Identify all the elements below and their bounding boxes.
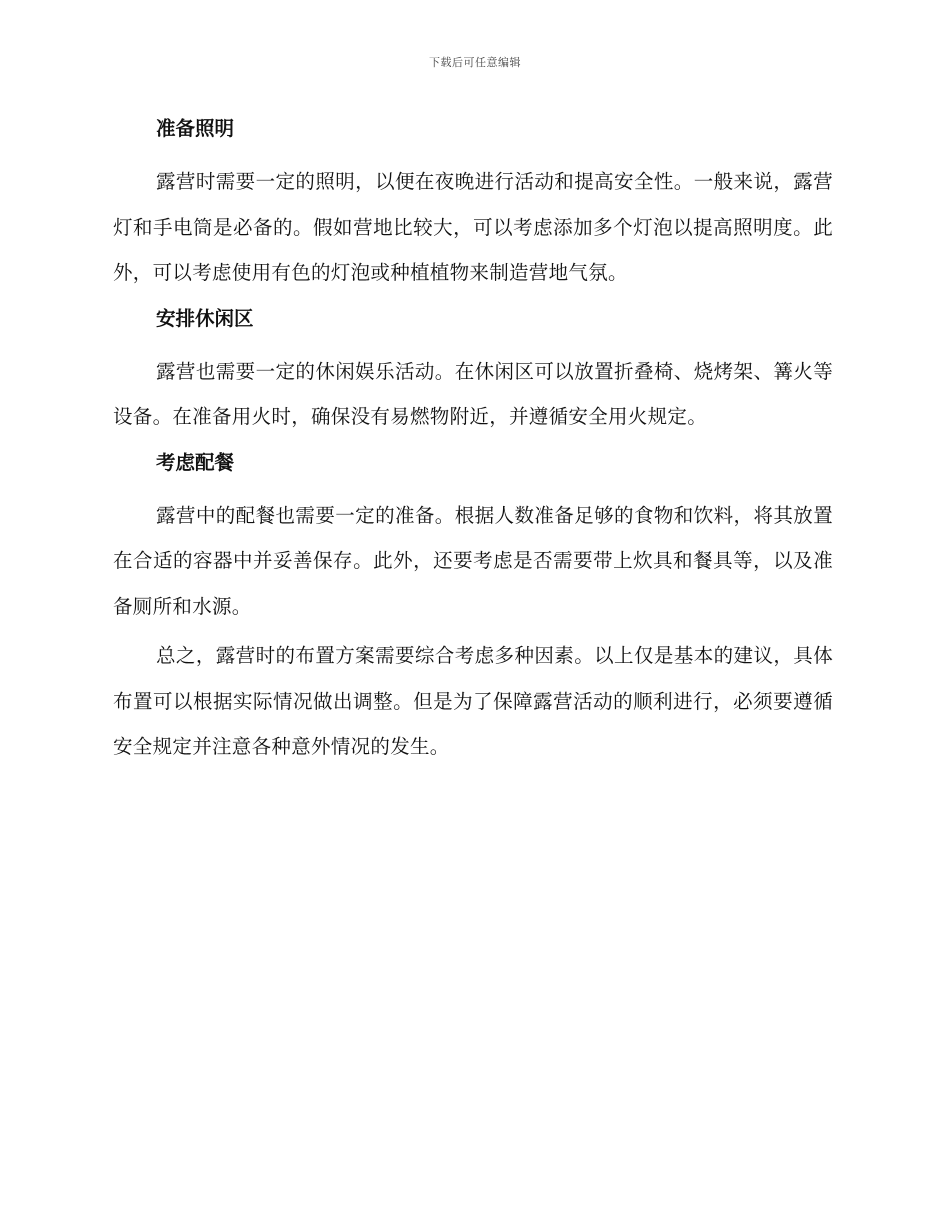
section-heading-lighting: 准备照明 (156, 117, 235, 140)
conclusion-paragraph: 总之，露营时的布置方案需要综合考虑多种因素。以上仅是基本的建议，具体布置可以根据实际情况做出调整。但是为了保障露营活动的顺利进行，必须要遵循安全规定并注意各种意外情况的发生。 (113, 644, 833, 758)
document-body (113, 110, 833, 774)
page-header-note: 下载后可任意编辑 (429, 56, 521, 69)
section-paragraph-catering: 露营中的配餐也需要一定的准备。根据人数准备足够的食物和饮料，将其放置在合适的容器中并妥善保存。此外，还要考虑是否需要带上炊具和餐具等，以及准备厕所和水源。 (113, 503, 833, 618)
section-heading-leisure-area: 安排休闲区 (156, 306, 254, 330)
section-heading-catering: 考虑配餐 (156, 450, 235, 474)
section-paragraph-leisure-area: 露营也需要一定的休闲娱乐活动。在休闲区可以放置折叠椅、烧烤架、篝火等设备。在准备用火时，确保没有易燃物附近，并遵循安全用火规定。 (113, 359, 833, 428)
section-paragraph-lighting: 露营时需要一定的照明，以便在夜晚进行活动和提高安全性。一般来说，露营灯和手电筒是必备的。假如营地比较大，可以考虑添加多个灯泡以提高照明度。此外，可以考虑使用有色的灯泡或种植植物来制造营地气氛。 (113, 170, 833, 284)
